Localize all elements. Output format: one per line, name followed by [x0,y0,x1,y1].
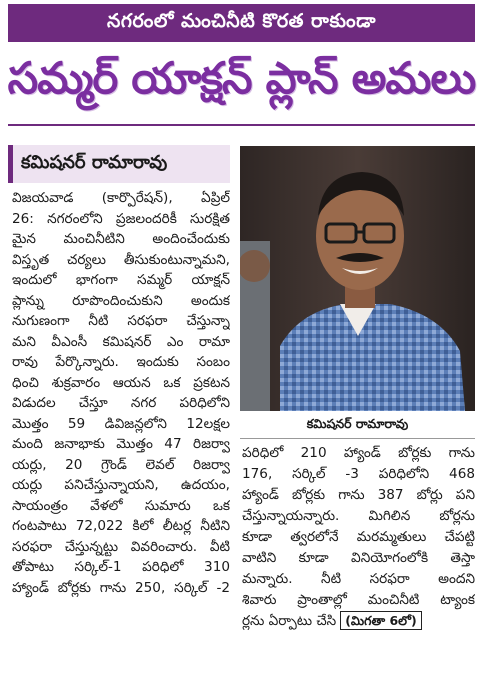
continuation-tag: (మిగతా 6లో) [340,611,422,630]
text-line: గంటపాటు 72,022 కిలో లీటర్ల నీటిని [12,518,230,534]
headline: సమ్మర్ యాక్షన్ ప్లాన్ అమలు [7,53,476,104]
text-line: హ్యాండ్ బోర్లకు గాను 250, సర్కిల్ -2 [12,579,230,596]
article-column-left [12,188,230,678]
text-line: యర్లు పనిచేస్తున్నాయని, ఉదయం, [12,477,230,493]
text-line: ప్లాన్ను రూపొందించుకుని అందుక [12,292,230,309]
text-line: వాటిని కూడా వినియోగంలోకి తెస్తా [242,550,475,566]
text-line: హ్యాండ్ బోర్లకు గాను 387 బోర్లు పని [242,487,475,503]
text-line: ఇందులో భాగంగా సమ్మర్ యాక్షన్ [12,272,230,288]
text-line: రావు పేర్కొన్నారు. ఇందుకు సంబం [12,354,230,370]
text-line: నుగుణంగా నీటి సరఫరా చేస్తున్నా [12,313,230,329]
text-line: 26: నగరంలోని ప్రజలందరికీ సురక్షిత [12,210,230,227]
text-line: విజయవాడ (కార్పొరేషన్), ఏప్రిల్ [12,190,230,206]
text-line: మైన మంచినీటిని అందించేందుకు [12,231,230,247]
text-line: ధించి శుక్రవారం ఆయన ఒక ప్రకటన [12,374,230,391]
text-line: పరిధిలో 210 హ్యాండ్ బోర్లకు గాను [242,445,475,461]
text-line: యర్లు, 20 గ్రౌండ్ లెవల్ రిజర్వా [12,456,230,473]
kicker-banner: నగరంలో మంచినీటి కొరత రాకుండా [8,4,475,42]
portrait-illustration [240,146,475,411]
text-line: సాయంత్రం వేళలో సుమారు ఒక [12,497,230,514]
headline-divider [8,124,475,126]
text-line: విడుదల చేస్తూ నగర పరిధిలోని [12,395,230,411]
text-line: విస్తృత చర్యలు తీసుకుంటున్నామని, [12,251,230,268]
text-line: తోపాటు సర్కిల్-1 పరిధిలో 310 [12,559,230,575]
text-line-last-text: ర్లను ఏర్పాటు చేసి [242,613,337,629]
text-line: మన్నారు. నీటి సరఫరా అందని [242,571,475,587]
article-column-right [242,443,475,678]
text-line: మొత్తం 59 డివిజన్లలోని 12లక్షల [12,415,230,432]
text-line: శివారు ప్రాంతాల్లో మంచినీటి ట్యాంక [242,592,475,608]
text-line: మంది జనాభాకు మొత్తం 47 రిజర్వా [12,436,230,452]
text-line: మని వీఎంసీ కమిషనర్ ఎం రామా [12,333,230,350]
text-line: సరఫరా చేస్తున్నట్టు వివరించారు. వీటి [12,538,230,555]
text-line: చేస్తున్నాయన్నారు. మిగిలిన బోర్లను [242,508,475,524]
text-line: కూడా త్వరలోనే మరమ్మతులు చేపట్టి [242,529,475,545]
text-line: 176, సర్కిల్ -3 పరిధిలోని 468 [242,466,475,482]
photo-caption: కమిషనర్ రామారావు [240,412,475,439]
commissioner-photo [240,146,475,411]
text-line-last [242,611,475,632]
subheadline: కమిషనర్ రామారావు [8,145,230,183]
